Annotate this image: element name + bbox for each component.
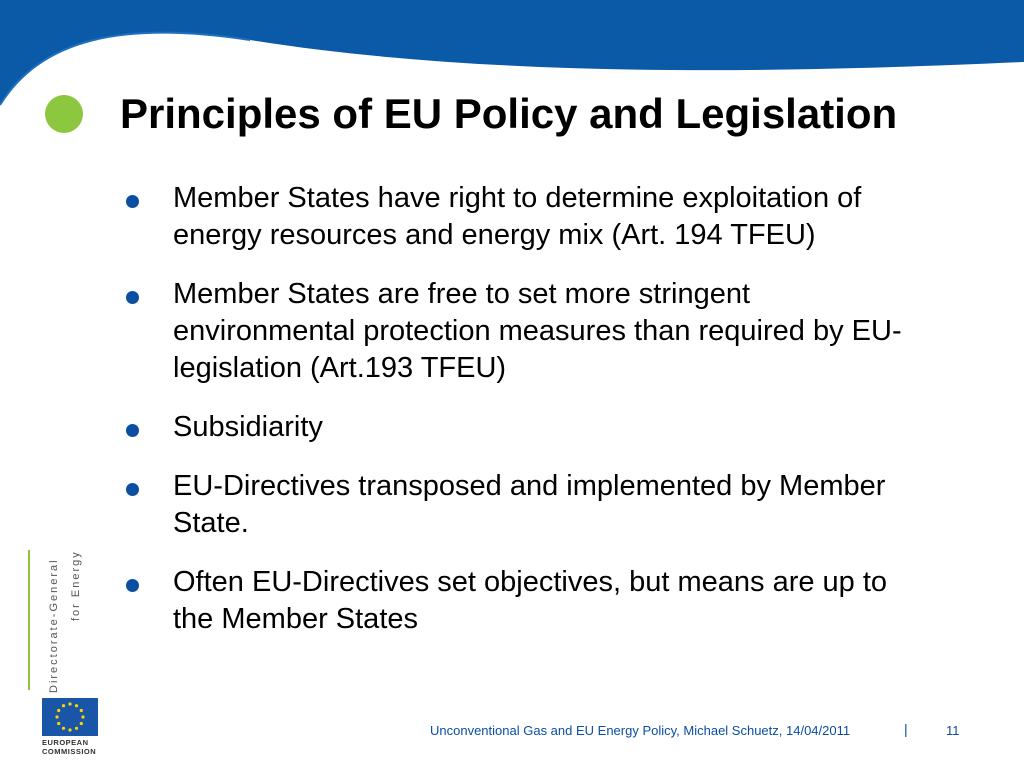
eu-flag-icon [42, 698, 98, 736]
footer-text: Unconventional Gas and EU Energy Policy, Michael Schuetz, 14/04/2011 [430, 723, 851, 738]
bullet-item [120, 564, 920, 638]
bullet-dot-icon [126, 195, 139, 208]
bullet-text: Often EU-Directives set objectives, but means are up to the Member States [173, 566, 888, 635]
bullet-dot-icon [126, 291, 139, 304]
dg-line2: for Energy [70, 550, 82, 621]
bullet-list [120, 180, 920, 638]
bullet-dot-icon [126, 579, 139, 592]
slide-title: Principles of EU Policy and Legislation [120, 90, 898, 137]
page-number: 11 [946, 723, 960, 738]
european-commission-label [42, 738, 96, 756]
dg-energy-text [40, 548, 100, 693]
bullet-item [120, 468, 920, 542]
bullet-text: Subsidiarity [173, 411, 323, 443]
bullet-dot-icon [126, 483, 139, 496]
ec-line1: EUROPEAN [42, 738, 89, 747]
ec-line2: COMMISSION [42, 747, 97, 756]
bullet-text: Member States have right to determine exploitation of energy resources and energy mix (Art. 194 TFEU) [173, 182, 862, 251]
bullet-item [120, 180, 920, 254]
bullet-item [120, 276, 920, 387]
bullet-text: Member States are free to set more stringent environmental protection measures than required by EU-legislation (Art.193 TFEU) [173, 278, 902, 384]
bullet-item [120, 409, 920, 446]
footer-separator: | [904, 721, 908, 737]
logo-divider [28, 550, 30, 690]
title-bullet-icon [45, 95, 83, 133]
bullet-text: EU-Directives transposed and implemented by Member State. [173, 470, 886, 539]
dg-line1: Directorate-General [48, 558, 60, 693]
bullet-dot-icon [126, 424, 139, 437]
dg-energy-logo [40, 548, 100, 693]
